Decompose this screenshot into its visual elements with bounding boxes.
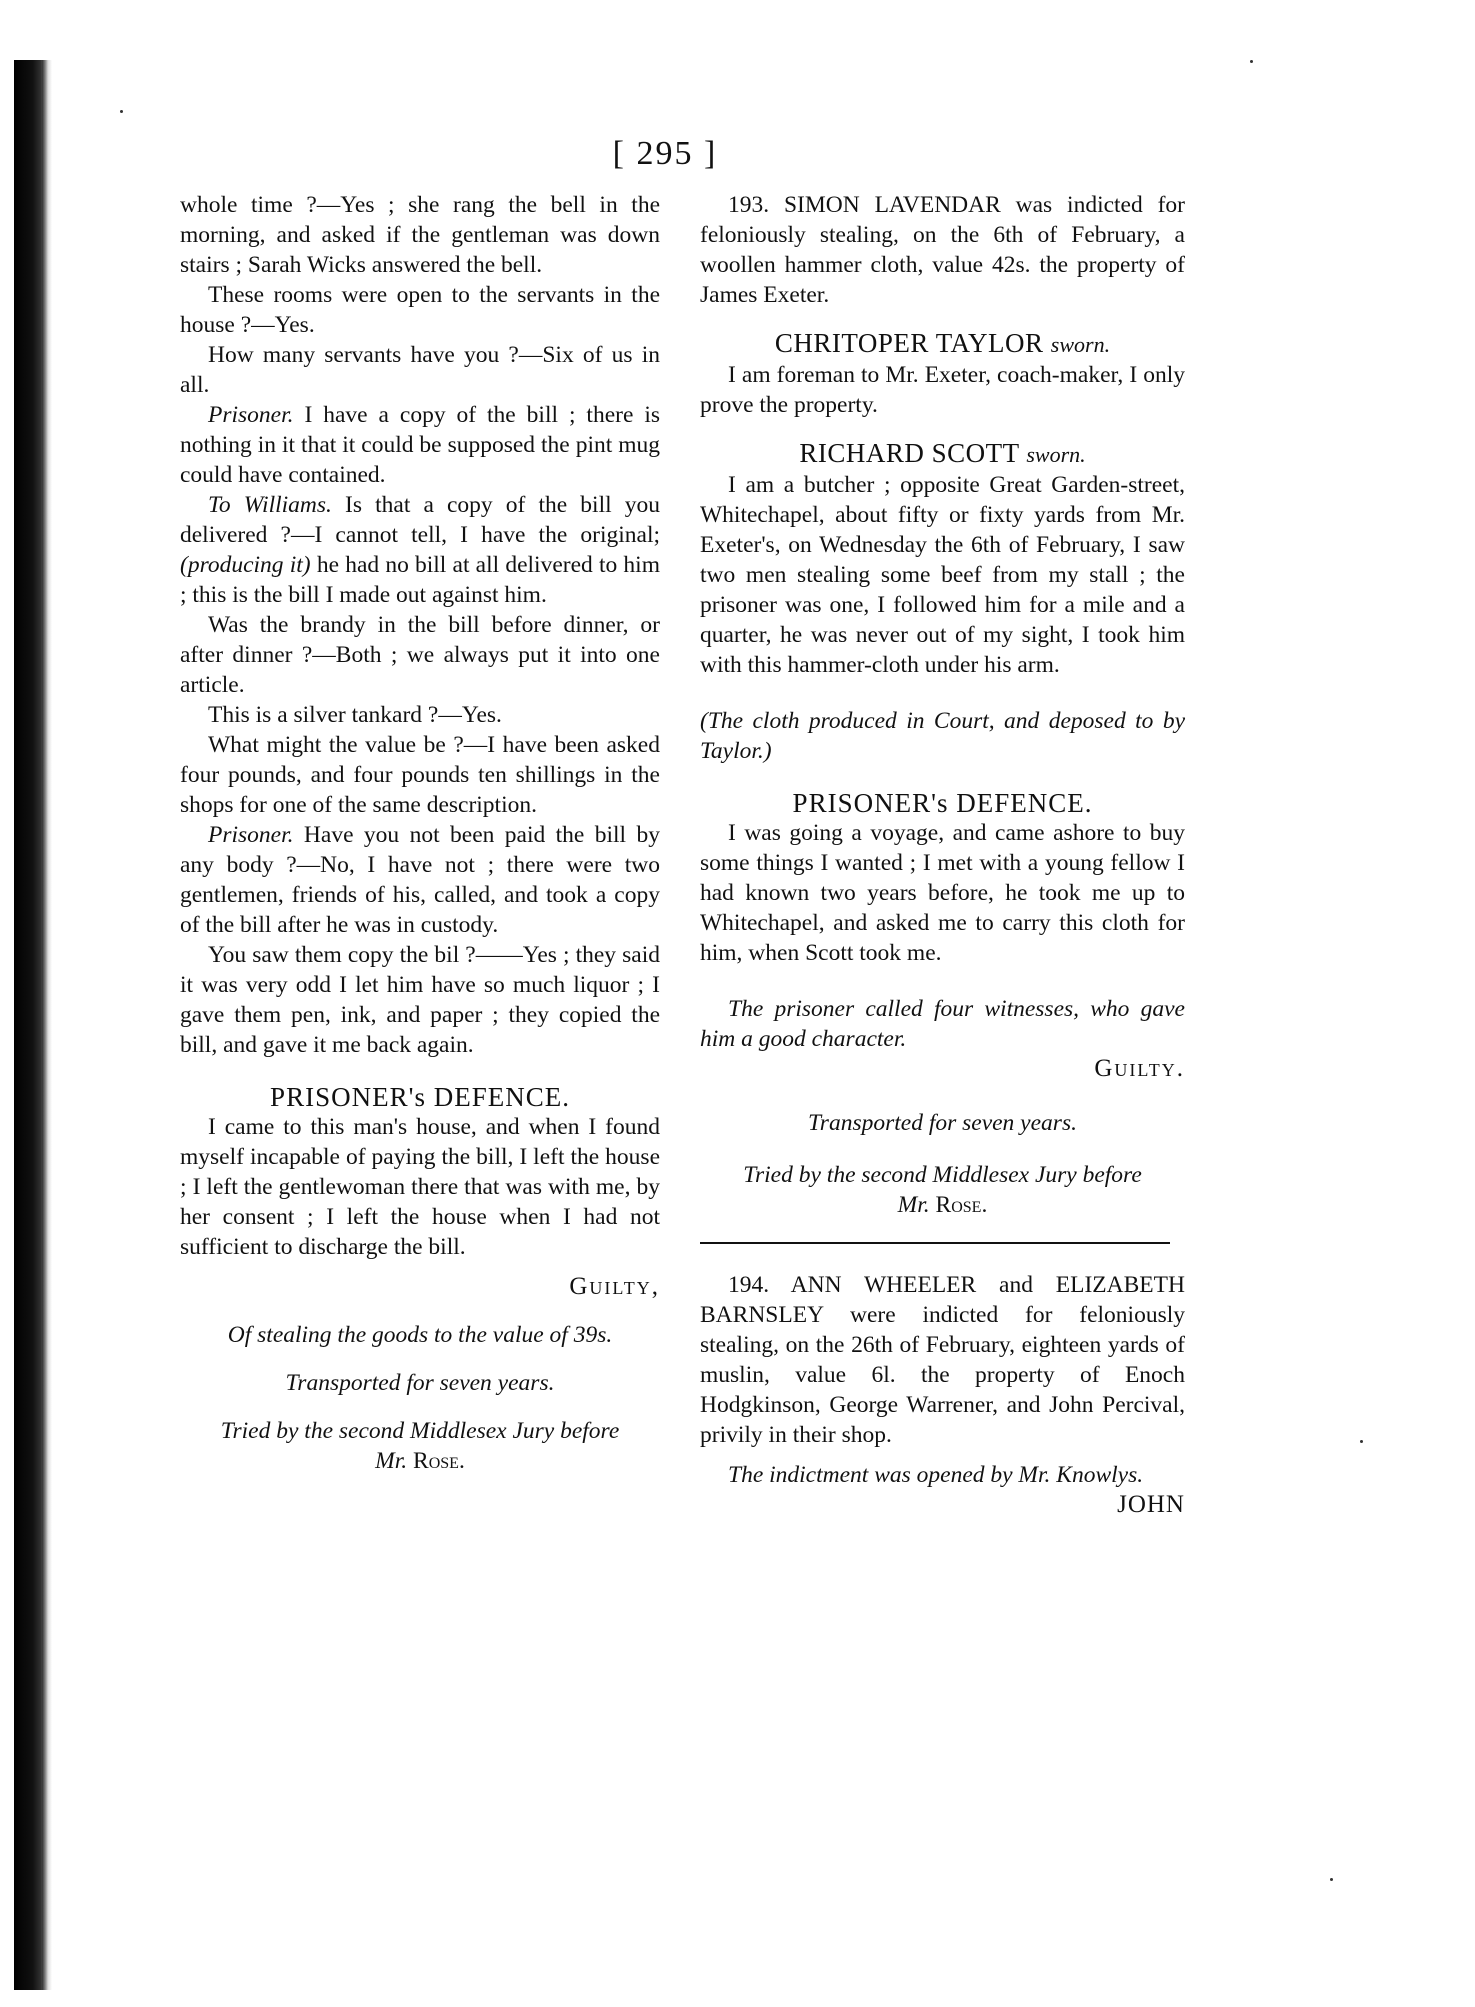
paper-speck <box>1250 60 1253 63</box>
stage-direction: (producing it) <box>180 552 311 578</box>
jury-judge: Mr. Rose. <box>897 1192 988 1218</box>
sentence: Transported for seven years. <box>285 1370 555 1396</box>
speaker-label: Prisoner. <box>208 822 294 848</box>
court-note: (The cloth produced in Court, and deposed to by Taylor.) <box>700 708 1185 764</box>
right-column <box>700 190 1185 1520</box>
left-column <box>180 190 660 1476</box>
testimony-paragraph: Was the brandy in the bill before dinner, or after dinner ?—Both ; we always put it into one article. <box>180 612 660 698</box>
testimony-paragraph: These rooms were open to the servants in the house ?—Yes. <box>180 282 660 338</box>
paper-speck <box>1330 1878 1333 1881</box>
jury-line: Tried by the second Middlesex Jury before <box>743 1162 1142 1188</box>
defence-paragraph: I was going a voyage, and came ashore to buy some things I wanted ; I met with a young fellow I had known two years before, he took me up to Whitechapel, and asked me to carry this cloth for him, when Scott took me. <box>700 820 1185 966</box>
testimony-paragraph: What might the value be ?—I have been asked four pounds, and four pounds ten shillings in the shops for one of the same description. <box>180 732 660 818</box>
section-divider <box>700 1242 1170 1244</box>
paper-speck <box>1360 1440 1363 1443</box>
paper-speck <box>120 110 123 113</box>
indictment-note: The indictment was opened by Mr. Knowlys. <box>728 1462 1144 1488</box>
value-note: Of stealing the goods to the value of 39s. <box>227 1322 613 1348</box>
verdict: Guilty. <box>1094 1055 1185 1082</box>
witness-paragraph: I am foreman to Mr. Exeter, coach-maker, I only prove the property. <box>700 362 1185 418</box>
case-paragraph: 193. SIMON LAVENDAR was indicted for feloniously stealing, on the 6th of February, a woollen hammer cloth, value 42s. the property of James Exeter. <box>700 192 1185 308</box>
jury-judge: Mr. Rose. <box>375 1448 465 1474</box>
case-paragraph: 194. ANN WHEELER and ELIZABETH BARNSLEY were indicted for feloniously stealing, on the 26th of February, eighteen yards of muslin, value 6l. the property of Enoch Hodgkinson, George Warrener, and John Percival, privily in their shop. <box>700 1272 1185 1448</box>
judge-name: Rose. <box>413 1448 465 1474</box>
testimony-paragraph: How many servants have you ?—Six of us in all. <box>180 342 660 398</box>
testimony-paragraph <box>180 820 660 940</box>
speech-text: he had no bill at all delivered to him ; this is the bill I made out against him. <box>180 552 660 608</box>
judge-name: Rose. <box>935 1192 988 1218</box>
page-number: [ 295 ] <box>612 135 718 172</box>
testimony-paragraph: whole time ?—Yes ; she rang the bell in the morning, and asked if the gentleman was down stairs ; Sarah Wicks answered the bell. <box>180 192 660 278</box>
testimony-paragraph: You saw them copy the bil ?——Yes ; they said it was very odd I let him have so much liquor ; I gave them pen, ink, and paper ; they copied the bill, and gave it me back again. <box>180 942 660 1058</box>
verdict: Guilty, <box>569 1273 660 1300</box>
witness-paragraph: I am a butcher ; opposite Great Garden-street, Whitechapel, about fifty or fixty yards from Mr. Exeter's, on Wednesday the 6th of February, I saw two men stealing some beef from my stall ; the prisoner was one, I followed him for a mile and a quarter, he was never out of my sight, I took him with this hammer-cloth under his arm. <box>700 472 1185 678</box>
testimony-paragraph: This is a silver tankard ?—Yes. <box>208 702 502 728</box>
jury-line: Tried by the second Middlesex Jury before <box>220 1418 620 1444</box>
speaker-label: Prisoner. <box>208 402 294 428</box>
defence-paragraph: I came to this man's house, and when I found myself incapable of paying the bill, I left the house ; I left the gentlewoman there that was with me, by her consent ; I left the house when I had not sufficient to discharge the bill. <box>180 1114 660 1260</box>
witnesses-note: The prisoner called four witnesses, who gave him a good character. <box>700 996 1185 1052</box>
speech-text: Is that a copy of the bill you delivered ?—I cannot tell, I have the original; <box>180 492 660 548</box>
witness-heading: RICHARD SCOTT sworn. <box>799 438 1086 468</box>
section-heading: PRISONER's DEFENCE. <box>270 1082 570 1112</box>
speech-text: Have you not been paid the bill by any body ?—No, I have not ; there were two gentlemen, friends of his, called, and took a copy of the bill after he was in custody. <box>180 822 660 938</box>
speaker-label: To Williams. <box>208 492 332 518</box>
speech-text: I have a copy of the bill ; there is nothing in it that it could be supposed the pint mug could have contained. <box>180 402 660 488</box>
testimony-paragraph <box>180 400 660 490</box>
testimony-paragraph <box>180 490 660 610</box>
section-heading: PRISONER's DEFENCE. <box>792 788 1093 818</box>
book-binding-shadow <box>14 60 48 1990</box>
catchword: JOHN <box>1117 1491 1185 1518</box>
witness-heading: CHRITOPER TAYLOR sworn. <box>774 328 1111 358</box>
sentence: Transported for seven years. <box>808 1110 1077 1136</box>
